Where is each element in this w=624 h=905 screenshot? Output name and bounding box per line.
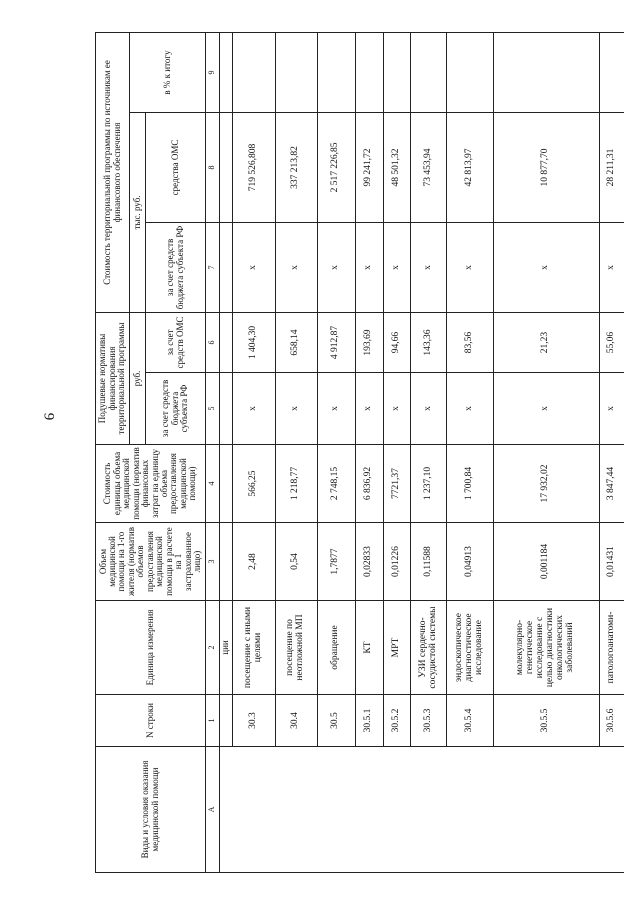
norm-budget-cell: х [493, 373, 599, 445]
volume-cell: 0,01431 [599, 523, 624, 601]
pct-cell [275, 32, 317, 112]
pct-cell [599, 32, 624, 112]
pct-cell [493, 32, 599, 112]
unit-cell: УЗИ сердечно-сосудистой системы [411, 601, 447, 695]
volume-cell: 0,54 [275, 523, 317, 601]
volume-cell: 2,48 [233, 523, 275, 601]
col-number: 9 [206, 32, 220, 112]
volume-cell: 1,7877 [317, 523, 355, 601]
volume-cell: 0,11588 [411, 523, 447, 601]
cost-budget-cell: х [355, 222, 383, 312]
norm-oms-cell: 193,69 [355, 312, 383, 372]
cost-oms-cell: 10 877,70 [493, 112, 599, 222]
cost-oms-cell: 42 813,97 [447, 112, 494, 222]
cell [220, 445, 233, 523]
norm-budget-cell: х [599, 373, 624, 445]
cost-budget-cell: х [447, 222, 494, 312]
unit-cell: обращение [317, 601, 355, 695]
cost-cell: 3 847,44 [599, 445, 624, 523]
norm-budget-cell: х [233, 373, 275, 445]
pct-cell [355, 32, 383, 112]
norm-budget-cell: х [383, 373, 411, 445]
norm-oms-cell: 83,56 [447, 312, 494, 372]
cost-budget-cell: х [317, 222, 355, 312]
pct-cell [411, 32, 447, 112]
col-number: 2 [206, 601, 220, 695]
unit-cell: молекулярно-генетическое исследование с целью диагностики онкологических заболеваний [493, 601, 599, 695]
header-pct: в % к итогу [130, 32, 206, 112]
unit-cell: патологоанатоми- [599, 601, 624, 695]
norm-oms-cell: 1 404,30 [233, 312, 275, 372]
header-row-no: N строки [96, 695, 206, 747]
header-norms: Подушевые нормативы финансирования территориальной программы [96, 312, 130, 444]
cell [220, 32, 233, 112]
norm-budget-cell: х [275, 373, 317, 445]
cell [220, 695, 233, 747]
header-types: Виды и условия оказания медицинской помощи [96, 747, 206, 873]
header-norm-oms: за счет средств ОМС [146, 312, 206, 372]
col-number: 1 [206, 695, 220, 747]
rotated-sheet [95, 33, 624, 873]
col-number: 3 [206, 523, 220, 601]
header-thous: тыс. руб. [130, 112, 146, 312]
table-row [599, 32, 624, 872]
header-cost-oms: средства ОМС [146, 112, 206, 222]
row-number: 30.5.1 [355, 695, 383, 747]
norm-budget-cell: х [411, 373, 447, 445]
volume-cell: 0,01226 [383, 523, 411, 601]
volume-cell: 0,001184 [493, 523, 599, 601]
header-rub: руб. [130, 312, 146, 444]
cost-oms-cell: 719 526,808 [233, 112, 275, 222]
cost-cell: 566,25 [233, 445, 275, 523]
cost-oms-cell: 48 501,32 [383, 112, 411, 222]
cell [220, 523, 233, 601]
row-number: 30.5.4 [447, 695, 494, 747]
cost-budget-cell: х [233, 222, 275, 312]
table-row [383, 32, 411, 872]
pct-cell [383, 32, 411, 112]
header-cost-total: Стоимость территориальной программы по источникам ее финансового обеспечения [96, 32, 130, 312]
row-number: 30.5.2 [383, 695, 411, 747]
cell [220, 373, 233, 445]
cost-cell: 1 218,77 [275, 445, 317, 523]
cost-cell: 1 237,10 [411, 445, 447, 523]
unit-cell: посещение с иными целями [233, 601, 275, 695]
col-number: 4 [206, 445, 220, 523]
pct-cell [233, 32, 275, 112]
cost-budget-cell: х [383, 222, 411, 312]
cost-cell: 2 748,15 [317, 445, 355, 523]
col-number: 8 [206, 112, 220, 222]
col-number: 6 [206, 312, 220, 372]
row-number: 30.3 [233, 695, 275, 747]
norm-oms-cell: 55,06 [599, 312, 624, 372]
cell [220, 222, 233, 312]
norm-budget-cell: х [355, 373, 383, 445]
page-number: 9 [40, 412, 57, 421]
header-cost-budget: за счет средств бюджета субъекта РФ [146, 222, 206, 312]
financing-table [95, 32, 624, 873]
norm-budget-cell: х [317, 373, 355, 445]
unit-cell: посещение по неотложной МП [275, 601, 317, 695]
norm-oms-cell: 21,23 [493, 312, 599, 372]
cost-cell: 6 836,92 [355, 445, 383, 523]
types-cell [220, 747, 624, 873]
cost-budget-cell: х [411, 222, 447, 312]
cost-oms-cell: 337 213,82 [275, 112, 317, 222]
continuation-text: ции [220, 601, 233, 695]
row-number: 30.5.6 [599, 695, 624, 747]
col-number: 5 [206, 373, 220, 445]
header-unit: Единица измерения [96, 601, 206, 695]
cost-budget-cell: х [493, 222, 599, 312]
table-row [447, 32, 494, 872]
table-row [275, 32, 317, 872]
table-row [317, 32, 355, 872]
cost-budget-cell: х [275, 222, 317, 312]
col-number: 7 [206, 222, 220, 312]
row-number: 30.5 [317, 695, 355, 747]
norm-oms-cell: 4 912,87 [317, 312, 355, 372]
table-row [355, 32, 383, 872]
cell [220, 312, 233, 372]
cost-oms-cell: 2 517 226,85 [317, 112, 355, 222]
table-row [411, 32, 447, 872]
row-number: 30.4 [275, 695, 317, 747]
cost-oms-cell: 99 241,72 [355, 112, 383, 222]
header-volume: Объем медицинской помощи на 1-го жителя (норматив объемов предоставления медицинской помощи в расчете на 1 застрахованное лицо) [96, 523, 206, 601]
volume-cell: 0,02833 [355, 523, 383, 601]
unit-cell: МРТ [383, 601, 411, 695]
unit-cell: КТ [355, 601, 383, 695]
unit-cell: эндоскопическое диагностическое исследование [447, 601, 494, 695]
norm-budget-cell: х [447, 373, 494, 445]
cost-cell: 1 700,84 [447, 445, 494, 523]
header-cost-unit: Стоимость единицы объема медицинской помощи (норматив финансовых затрат на единицу объема предоставления медицинской помощи) [96, 445, 206, 523]
table-row [493, 32, 599, 872]
col-number: A [206, 747, 220, 873]
pct-cell [317, 32, 355, 112]
cost-oms-cell: 28 211,31 [599, 112, 624, 222]
pct-cell [447, 32, 494, 112]
volume-cell: 0,04913 [447, 523, 494, 601]
norm-oms-cell: 143,36 [411, 312, 447, 372]
row-number: 30.5.5 [493, 695, 599, 747]
norm-oms-cell: 94,66 [383, 312, 411, 372]
header-norm-budget: за счет средств бюджета субъекта РФ [146, 373, 206, 445]
cost-cell: 17 932,02 [493, 445, 599, 523]
cell [220, 112, 233, 222]
table-frame [95, 33, 624, 873]
cost-budget-cell: х [599, 222, 624, 312]
cost-cell: 7721,37 [383, 445, 411, 523]
norm-oms-cell: 658,14 [275, 312, 317, 372]
table-row [233, 32, 275, 872]
cost-oms-cell: 73 453,94 [411, 112, 447, 222]
row-number: 30.5.3 [411, 695, 447, 747]
